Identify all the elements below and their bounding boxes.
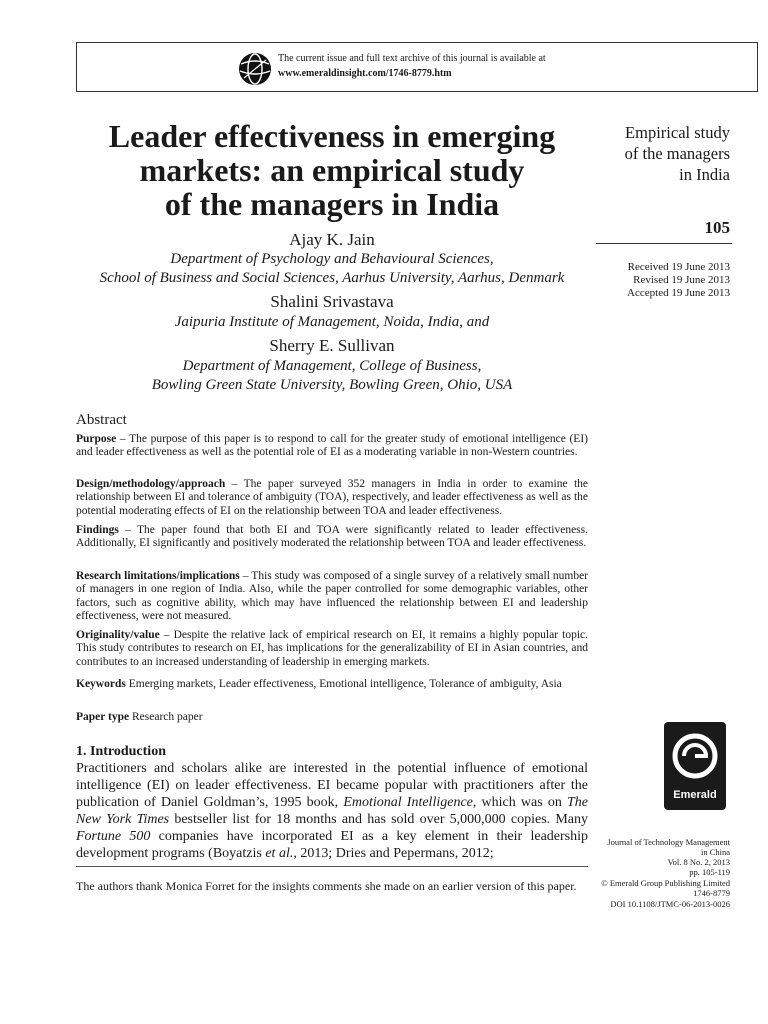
- section-text: – The purpose of this paper is to respond to call for the greater study of emotional intelligence (EI) and leader effectiveness as well as the potential role of EI as a moderating variable in non-Western countries.: [76, 433, 588, 459]
- section-label: Research limitations/implications: [76, 570, 240, 582]
- journal-copyright: © Emerald Group Publishing Limited: [601, 878, 730, 888]
- section-label: Findings: [76, 524, 119, 536]
- body-text: bestseller list for 18 months and has sold over 5,000,000 copies. Many: [169, 812, 588, 827]
- journal-name: in China: [700, 847, 730, 857]
- journal-name: Journal of Technology Management: [607, 837, 730, 847]
- section-label: Keywords: [76, 678, 126, 690]
- running-head: [596, 122, 730, 185]
- affiliation-line: Bowling Green State University, Bowling Green, Ohio, USA: [151, 377, 513, 393]
- title-line: Leader effectiveness in emerging: [108, 118, 556, 154]
- running-head-line: of the managers: [624, 144, 730, 163]
- running-head-line: Empirical study: [625, 123, 730, 142]
- body-text: , 2013; Dries and Pepermans, 2012;: [293, 846, 494, 861]
- paper-title: [76, 119, 588, 221]
- section-text: – This study was composed of a single survey of a relatively small number of managers in one region of India. Also, while the paper controlled for some demographic variables, other factors, such as cognitive ability, which may have influenced the relationship between EI and leadership effectiveness, were not measured.: [76, 570, 589, 622]
- section-label: Purpose: [76, 433, 117, 445]
- section-heading: 1. Introduction: [76, 744, 166, 759]
- running-head-line: in India: [679, 165, 730, 184]
- abstract-originality: [76, 629, 588, 669]
- abstract-limitations: [76, 570, 588, 623]
- journal-doi: DOI 10.1108/JTMC-06-2013-0026: [610, 899, 730, 909]
- author-name: Shalini Srivastava: [270, 292, 394, 311]
- received-date: Received 19 June 2013: [627, 261, 730, 273]
- abstract-design: [76, 478, 588, 518]
- footnote-divider: [76, 866, 588, 867]
- title-line: markets: an empirical study: [139, 152, 525, 188]
- section-text: – The paper found that both EI and TOA were significantly related to leader effectiveness. Additionally, EI significantly and positively moderated the relationship between TOA and leader effectiveness.: [76, 524, 588, 550]
- accepted-date: Accepted 19 June 2013: [627, 287, 730, 299]
- journal-pages: pp. 105-119: [689, 867, 730, 877]
- section-text: Research paper: [129, 711, 203, 723]
- notice-text: The current issue and full text archive of this journal is available at: [278, 53, 546, 64]
- section-text: – The paper surveyed 352 managers in India in order to examine the relationship between EI and tolerance of ambiguity (TOA), respectively, and leader effectiveness as well as the potential moderating effects of EI on the relationship between TOA and leader effectiveness.: [76, 478, 588, 517]
- abstract-heading: Abstract: [76, 412, 127, 428]
- logo-text: Emerald: [673, 789, 717, 801]
- italic-text: et al.: [265, 846, 294, 861]
- body-text: Practitioners and scholars alike are interested in the potential influence of emotional intelligence (EI) on leader effectiveness. EI became popular with practitioners after the publication of Daniel Goldman’s, 1995 book,: [76, 761, 588, 810]
- section-label: Design/methodology/approach: [76, 478, 226, 490]
- italic-text: Fortune 500: [76, 829, 151, 844]
- section-label: Originality/value: [76, 629, 160, 641]
- affiliation-line: School of Business and Social Sciences, Aarhus University, Aarhus, Denmark: [99, 270, 565, 286]
- journal-issn: 1746-8779: [693, 888, 730, 898]
- journal-volume: Vol. 8 No. 2, 2013: [667, 857, 730, 867]
- globe-icon: [238, 52, 272, 86]
- section-text: – Despite the relative lack of empirical research on EI, it remains a highly popular topic. This study contributes to research on EI, has implications for the generalizability of EI in Asian countries, and contributes to an increased understanding of leadership in emerging markets.: [76, 629, 588, 668]
- revised-date: Revised 19 June 2013: [633, 274, 730, 286]
- italic-text: The New York Times: [76, 795, 588, 827]
- author-name: Ajay K. Jain: [289, 230, 375, 249]
- abstract-keywords: [76, 678, 588, 691]
- author-name: Sherry E. Sullivan: [269, 336, 395, 355]
- title-line: of the managers in India: [164, 186, 500, 222]
- affiliation-line: Department of Management, College of Business,: [182, 358, 482, 374]
- abstract-findings: [76, 524, 588, 551]
- affiliation-line: Jaipuria Institute of Management, Noida, India, and: [174, 314, 490, 330]
- author-affiliation: [76, 250, 588, 288]
- margin-divider: [596, 243, 732, 244]
- author-affiliation: [76, 313, 588, 332]
- body-text: companies have incorporated EI as a key element in their leadership development programs (Boyatzis: [76, 829, 589, 861]
- journal-notice-box: [76, 42, 758, 92]
- page-number: 105: [704, 218, 730, 237]
- journal-url-link[interactable]: www.emeraldinsight.com/1746-8779.htm: [278, 68, 452, 79]
- footnote: The authors thank Monica Forret for the insights comments she made on an earlier version of this paper.: [76, 879, 577, 893]
- section-text: Emerging markets, Leader effectiveness, Emotional intelligence, Tolerance of ambiguity, Asia: [125, 678, 562, 690]
- section-label: Paper type: [76, 711, 130, 723]
- intro-paragraph: [76, 760, 588, 862]
- italic-text: Emotional Intelligence: [343, 795, 473, 810]
- author-affiliation: [76, 357, 588, 395]
- affiliation-line: Department of Psychology and Behavioural Sciences,: [170, 251, 494, 267]
- emerald-swirl-icon: [664, 722, 726, 788]
- abstract-paper-type: [76, 711, 588, 724]
- abstract-purpose: [76, 433, 588, 460]
- body-text: , which was on: [472, 795, 567, 810]
